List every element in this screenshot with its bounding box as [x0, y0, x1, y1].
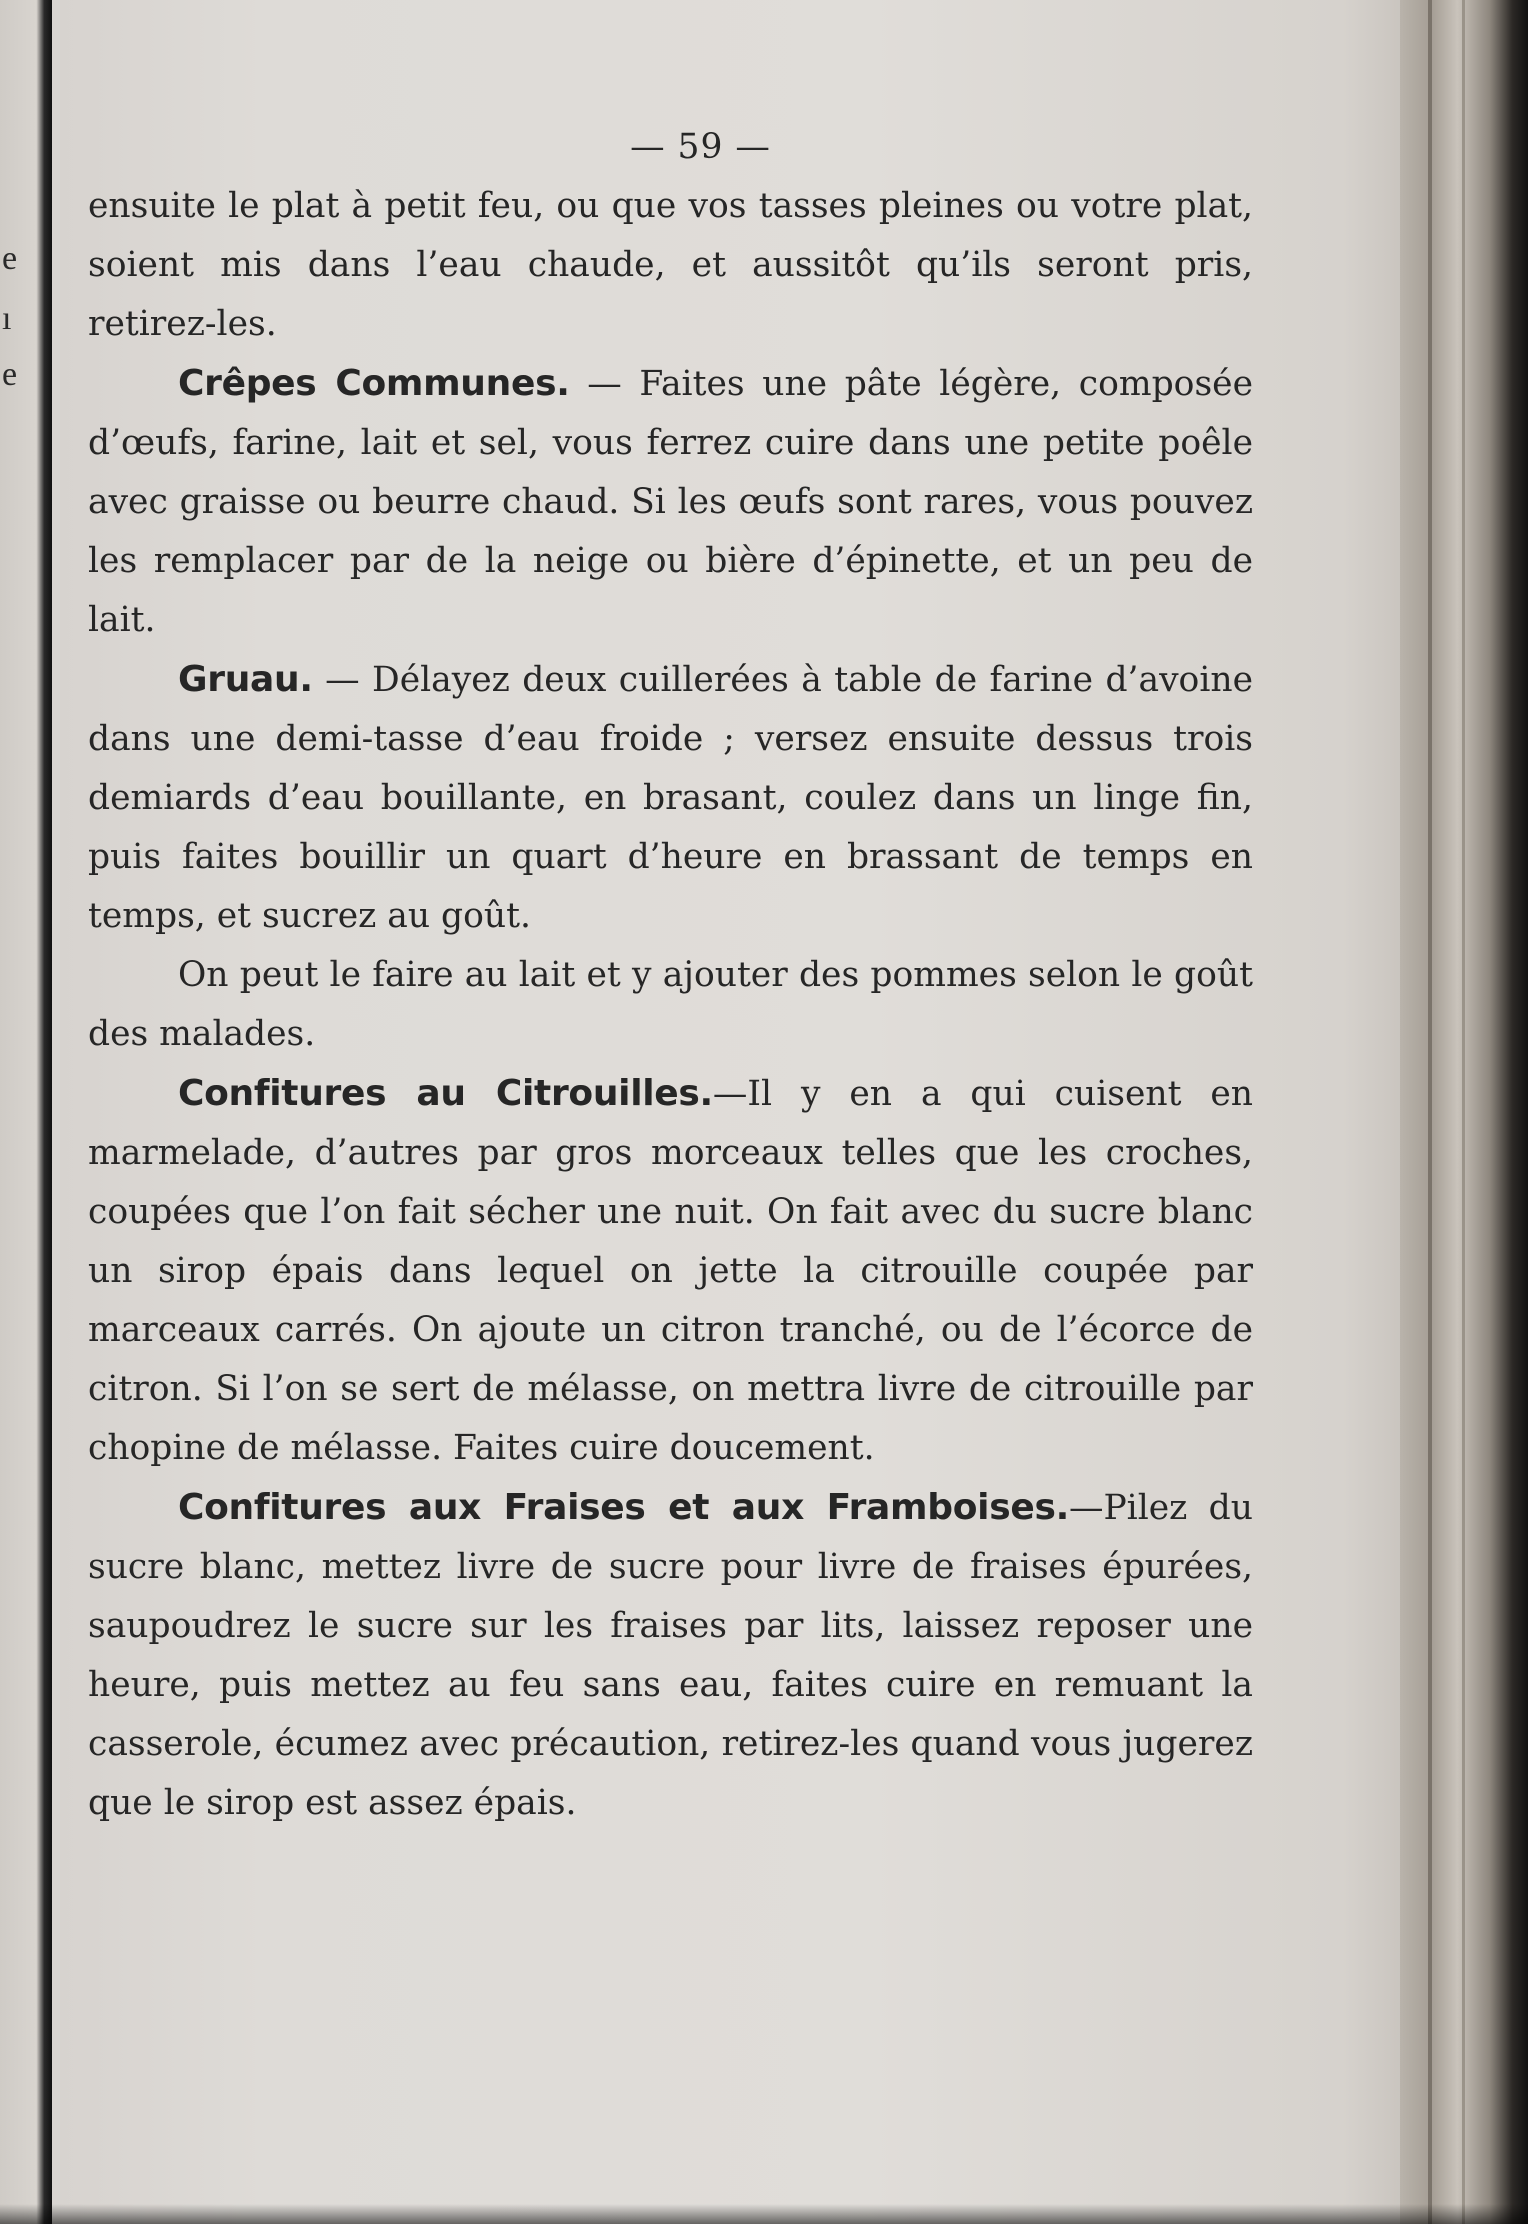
page-text [88, 118, 1253, 1833]
gutter-fold [1428, 0, 1432, 2224]
recipe-gruau-note [88, 946, 1253, 1064]
recipe-title: Gruau. [178, 659, 313, 700]
page-number: — 59 — [630, 127, 771, 167]
paragraph-text: ensuite le plat à petit feu, ou que vos tasses pleines ou votre plat, soient mis dans l’eau chaude, et aussitôt qu’ils seront pris, retirez-les. [88, 186, 1253, 344]
paragraph-text: On peut le faire au lait et y ajouter des pommes selon le goût des malades. [88, 955, 1253, 1054]
bottom-shadow [0, 2204, 1528, 2224]
gutter-fold [1462, 0, 1465, 2224]
book-gutter [1400, 0, 1528, 2224]
recipe-text: — Faites une pâte légère, composée d’œufs, farine, lait et sel, vous ferrez cuire dans une petite poêle avec graisse ou beurre chaud. Si les œufs sont rares, vous pouvez les remplacer par de la neige ou bière d’épinette, et un peu de lait. [88, 364, 1253, 640]
recipe-text: — Délayez deux cuillerées à table de farine d’avoine dans une demi-tasse d’eau froide ; versez ensuite dessus trois demiards d’eau bouillante, en brasant, coulez dans un linge fin, puis faites bouillir un quart d’heure en brassant de temps en temps, et sucrez au goût. [88, 660, 1253, 936]
recipe-confitures-fraises-framboises [88, 1478, 1253, 1833]
left-page-edge [0, 0, 52, 2224]
paragraph-continuation [88, 177, 1253, 354]
recipe-title: Confitures au Citrouilles. [178, 1073, 713, 1114]
recipe-title: Confitures aux Fraises et aux Framboises. [178, 1487, 1069, 1528]
recipe-gruau [88, 650, 1253, 946]
left-page-fragment: ı [2, 300, 12, 337]
recipe-text: —Pilez du sucre blanc, mettez livre de sucre pour livre de fraises épurées, saupoudrez le sucre sur les fraises par lits, laissez reposer une heure, puis mettez au feu sans eau, faites cuire en remuant la casserole, écumez avec précaution, retirez-les quand vous jugerez que le sirop est assez épais. [88, 1488, 1253, 1823]
left-page-fragment: e [2, 356, 18, 393]
recipe-text: —Il y en a qui cuisent en marmelade, d’autres par gros morceaux telles que les croches, coupées que l’on fait sécher une nuit. On fait avec du sucre blanc un sirop épais dans lequel on jette la citrouille coupée par marceaux carrés. On ajoute un citron tranché, ou de l’écorce de citron. Si l’on se sert de mélasse, on mettra livre de citrouille par chopine de mélasse. Faites cuire doucement. [88, 1074, 1253, 1468]
left-page-fragment: e [2, 240, 18, 277]
recipe-confitures-citrouilles [88, 1064, 1253, 1478]
recipe-title: Crêpes Communes. [178, 363, 570, 404]
recipe-crepes-communes [88, 354, 1253, 650]
